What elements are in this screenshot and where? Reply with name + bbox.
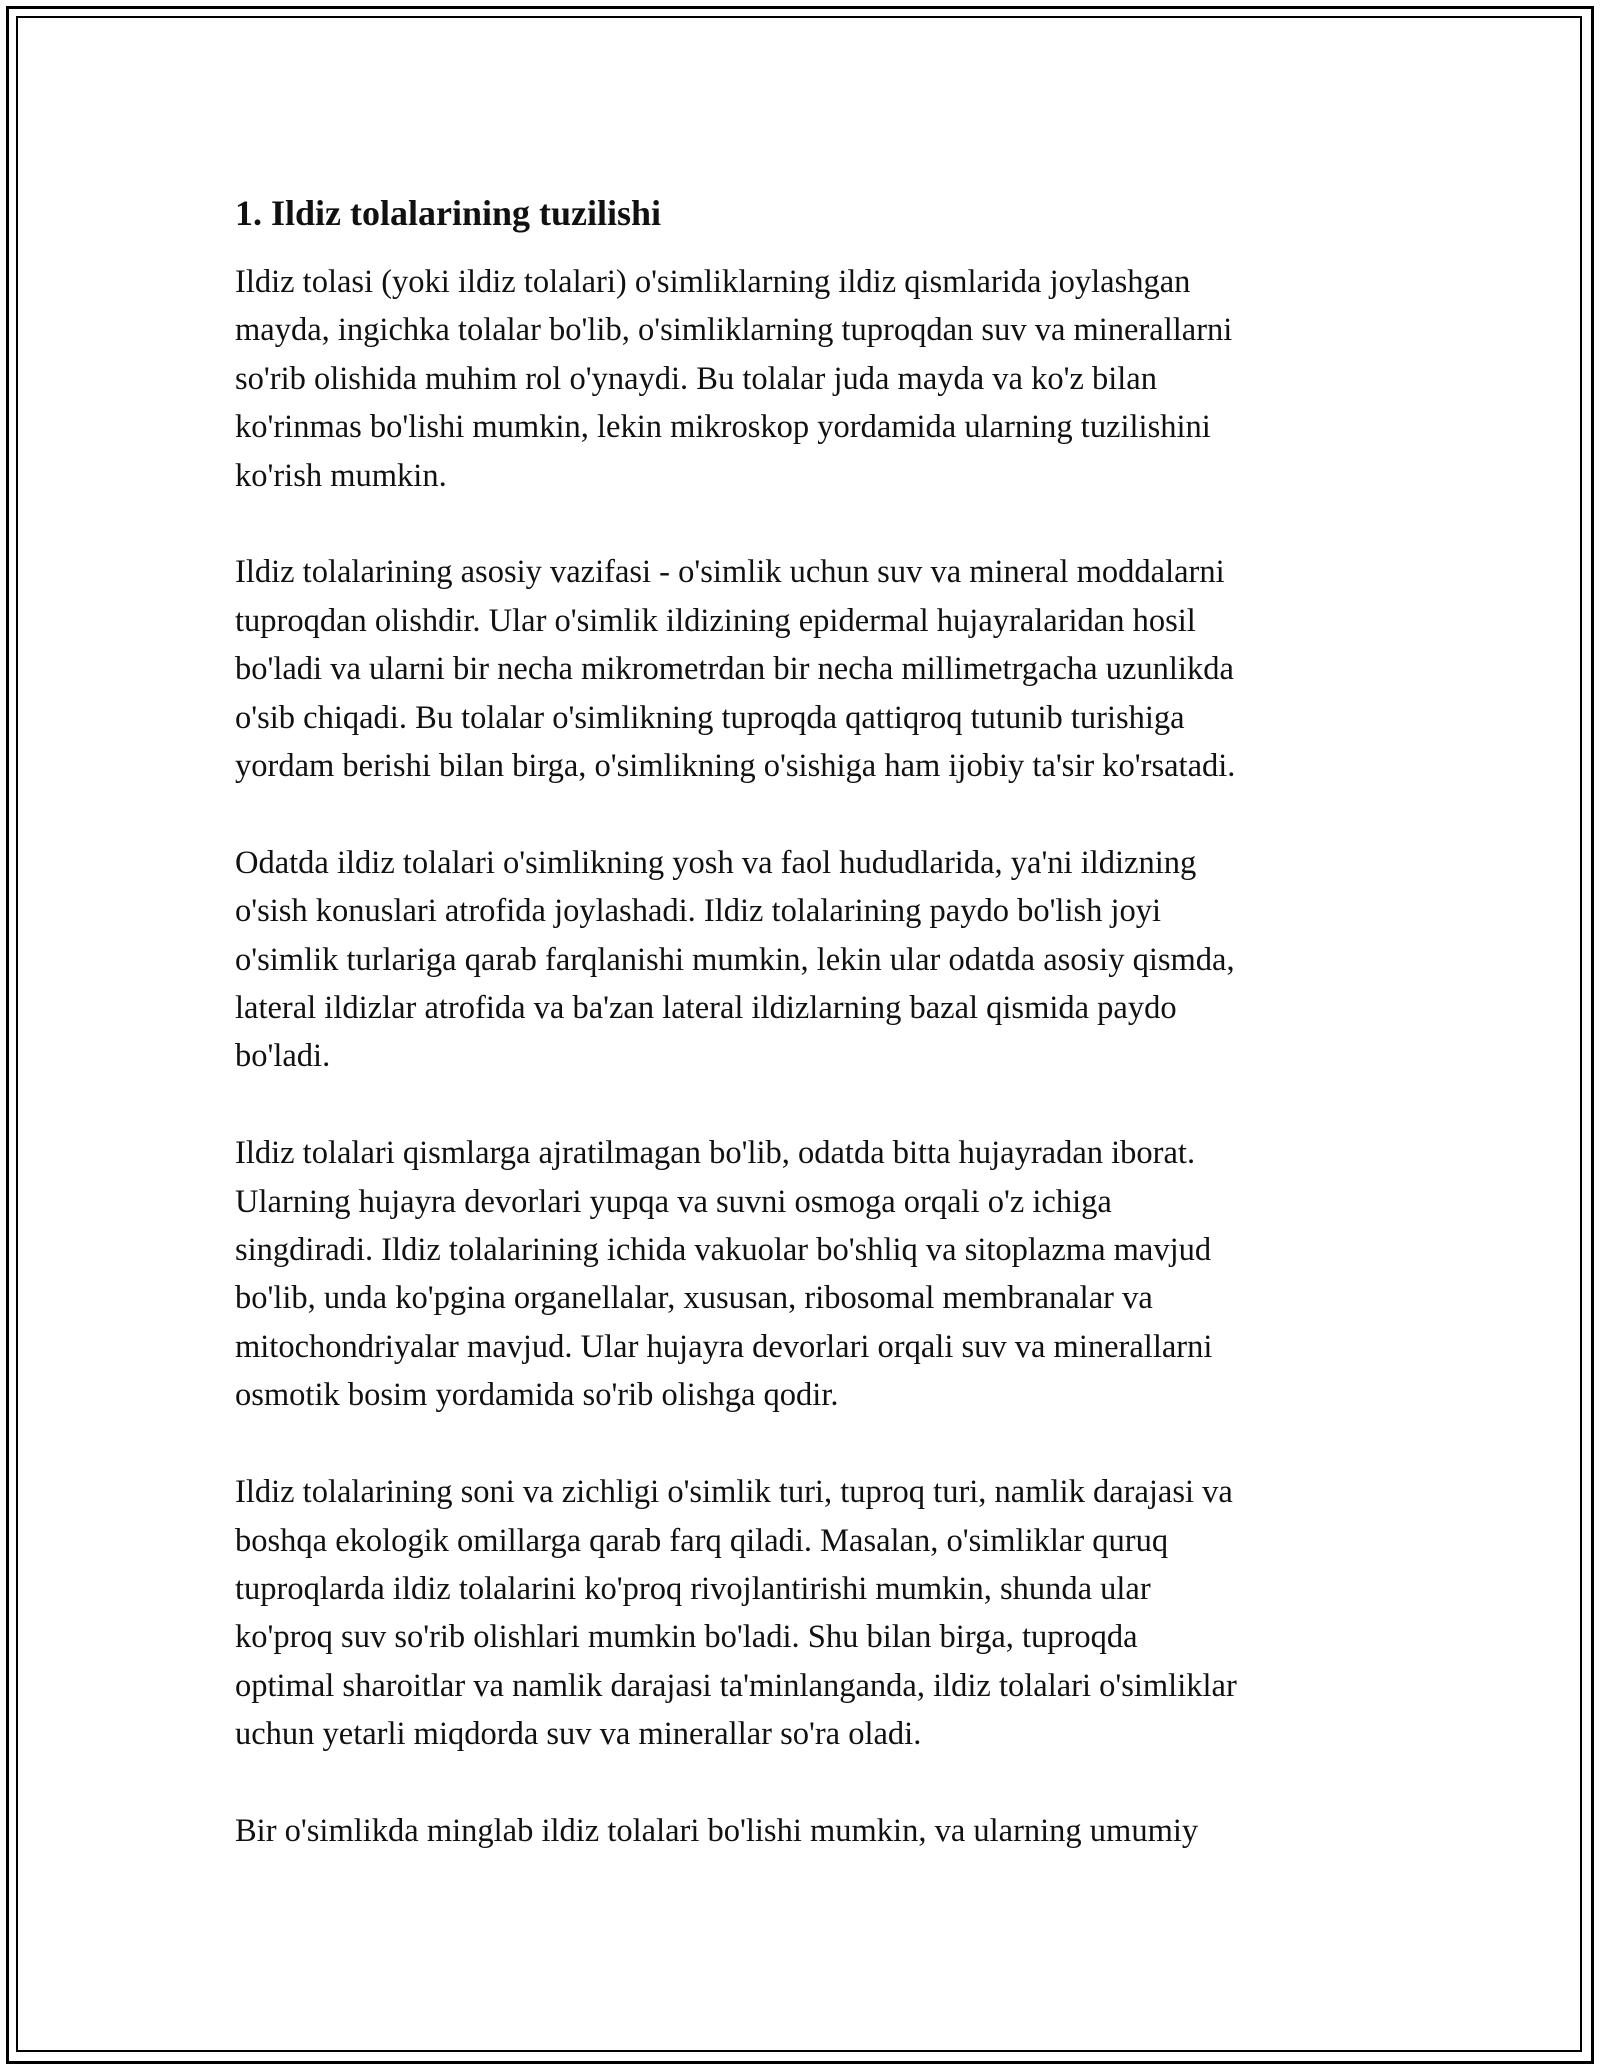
text-line: singdiradi. Ildiz tolalarining ichida vakuolar bo'shliq va sitoplazma mavjud xyxy=(235,1232,1212,1269)
paragraph-1 xyxy=(235,258,1375,500)
paragraph-5 xyxy=(235,1468,1375,1758)
text-line: o'simlik turlariga qarab farqlanishi mumkin, lekin ular odatda asosiy qismda, xyxy=(235,941,1235,978)
text-line: osmotik bosim yordamida so'rib olishga qodir. xyxy=(235,1377,839,1414)
document-body xyxy=(235,188,1375,1904)
text-line: lateral ildizlar atrofida va ba'zan lateral ildizlarning bazal qismida paydo xyxy=(235,990,1177,1027)
text-line: ko'rish mumkin. xyxy=(235,457,447,494)
text-line: mayda, ingichka tolalar bo'lib, o'simliklarning tuproqdan suv va minerallarni xyxy=(235,312,1233,349)
text-line: tuproqlarda ildiz tolalarini ko'proq rivojlantirishi mumkin, shunda ular xyxy=(235,1570,1151,1607)
text-line: o'sib chiqadi. Bu tolalar o'simlikning tuproqda qattiqroq tutunib turishiga xyxy=(235,699,1185,736)
text-line: uchun yetarli miqdorda suv va minerallar so'ra oladi. xyxy=(235,1716,922,1753)
text-line: ko'rinmas bo'lishi mumkin, lekin mikroskop yordamida ularning tuzilishini xyxy=(235,409,1211,446)
text-line: bo'ladi va ularni bir necha mikrometrdan bir necha millimetrgacha uzunlikda xyxy=(235,651,1234,688)
text-line: Ularning hujayra devorlari yupqa va suvni osmoga orqali o'z ichiga xyxy=(235,1183,1112,1220)
text-line: ko'proq suv so'rib olishlari mumkin bo'ladi. Shu bilan birga, tuproqda xyxy=(235,1619,1138,1656)
paragraph-3 xyxy=(235,839,1375,1081)
text-line: Ildiz tolalari qismlarga ajratilmagan bo'lib, odatda bitta hujayradan iborat. xyxy=(235,1135,1196,1172)
text-line: Odatda ildiz tolalari o'simlikning yosh va faol hududlarida, ya'ni ildizning xyxy=(235,844,1197,881)
section-heading: 1. Ildiz tolalarining tuzilishi xyxy=(235,193,662,233)
text-line: bo'lib, unda ko'pgina organellalar, xususan, ribosomal membranalar va xyxy=(235,1280,1153,1317)
text-line: Ildiz tolalarining asosiy vazifasi - o'simlik uchun suv va mineral moddalarni xyxy=(235,554,1225,591)
text-line: so'rib olishida muhim rol o'ynaydi. Bu tolalar juda mayda va ko'z bilan xyxy=(235,360,1157,397)
text-line: mitochondriyalar mavjud. Ular hujayra devorlari orqali suv va minerallarni xyxy=(235,1328,1213,1365)
text-line: boshqa ekologik omillarga qarab farq qiladi. Masalan, o'simliklar quruq xyxy=(235,1522,1169,1559)
paragraph-6 xyxy=(235,1807,1375,1855)
text-line: optimal sharoitlar va namlik darajasi ta'minlanganda, ildiz tolalari o'simliklar xyxy=(235,1667,1237,1704)
paragraph-2 xyxy=(235,548,1375,790)
paragraph-4 xyxy=(235,1129,1375,1419)
text-line: bo'ladi. xyxy=(235,1038,331,1075)
text-line: o'sish konuslari atrofida joylashadi. Ildiz tolalarining paydo bo'lish joyi xyxy=(235,893,1162,930)
text-line: yordam berishi bilan birga, o'simlikning o'sishiga ham ijobiy ta'sir ko'rsatadi. xyxy=(235,748,1236,785)
text-line: Bir o'simlikda minglab ildiz tolalari bo'lishi mumkin, va ularning umumiy xyxy=(235,1812,1199,1849)
text-line: tuproqdan olishdir. Ular o'simlik ildizining epidermal hujayralaridan hosil xyxy=(235,602,1196,639)
text-line: Ildiz tolasi (yoki ildiz tolalari) o'simliklarning ildiz qismlarida joylashgan xyxy=(235,264,1191,300)
text-line: Ildiz tolalarining soni va zichligi o'simlik turi, tuproq turi, namlik darajasi va xyxy=(235,1474,1233,1511)
